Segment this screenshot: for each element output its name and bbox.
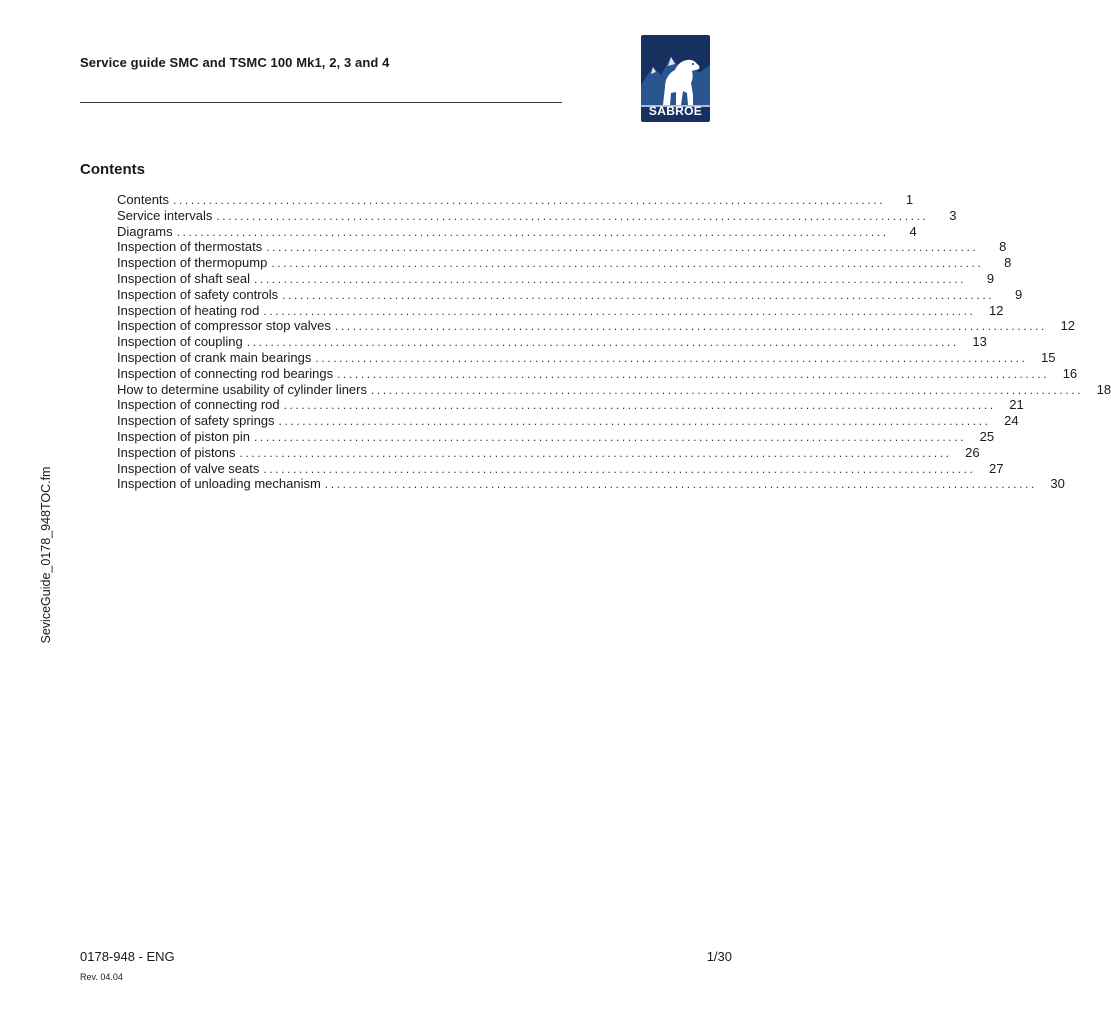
- toc-entry[interactable]: [117, 239, 1007, 255]
- toc-entry[interactable]: [117, 476, 1065, 492]
- toc-entry-label: Inspection of piston pin: [117, 428, 250, 444]
- toc-leader-dots: ........................................................................................................................: [246, 335, 959, 350]
- toc-entry-label: Inspection of pistons: [117, 444, 236, 460]
- toc-entry-label: Inspection of heating rod: [117, 302, 260, 318]
- toc-leader-dots: ........................................................................................................................: [263, 303, 976, 318]
- toc-entry-label: Service intervals: [117, 207, 213, 223]
- toc-leader-dots: ........................................................................................................................: [334, 319, 1047, 334]
- toc-entry[interactable]: [117, 302, 1004, 319]
- toc-leader-dots: ........................................................................................................................: [315, 350, 1028, 365]
- source-filename: SeviceGuide_0178_948TOC.fm: [39, 466, 53, 644]
- document-title: Service guide SMC and TSMC 100 Mk1, 2, 3 and 4: [80, 55, 390, 70]
- toc-entry-page: 8: [1004, 255, 1012, 271]
- toc-entry-page: 1: [905, 192, 914, 207]
- toc-leader-dots: ........................................................................................................................: [324, 477, 1037, 492]
- toc-entry[interactable]: [117, 334, 987, 350]
- toc-leader-dots: ........................................................................................................................: [263, 461, 976, 476]
- toc-entry-page: 27: [988, 460, 1004, 476]
- revision-label: Rev. 04.04: [80, 972, 123, 982]
- toc-entry[interactable]: [117, 460, 1004, 477]
- toc-entry-label: Inspection of connecting rod: [117, 397, 280, 413]
- toc-entry-label: Inspection of valve seats: [117, 460, 260, 476]
- toc-leader-dots: ........................................................................................................................: [337, 366, 1050, 381]
- toc-leader-dots: ........................................................................................................................: [176, 224, 889, 239]
- toc-leader-dots: ........................................................................................................................: [266, 240, 979, 255]
- toc-entry[interactable]: [117, 270, 995, 287]
- toc-entry-page: 9: [1015, 286, 1023, 302]
- toc-entry-page: 18: [1096, 381, 1111, 397]
- toc-leader-dots: ........................................................................................................................: [271, 256, 984, 271]
- toc-entry-label: Inspection of connecting rod bearings: [117, 365, 334, 381]
- toc-entry[interactable]: [117, 413, 1019, 429]
- toc-leader-dots: ........................................................................................................................: [282, 287, 995, 302]
- page-number: 1/30: [706, 949, 732, 964]
- logo-wordmark: SABROE: [648, 104, 703, 118]
- toc-entry-page: 12: [1060, 318, 1075, 334]
- toc-entry[interactable]: [117, 428, 995, 445]
- toc-entry-label: Contents: [117, 192, 170, 207]
- toc-entry[interactable]: [117, 286, 1023, 303]
- toc-entry-page: 12: [989, 302, 1004, 318]
- toc-entry[interactable]: [117, 365, 1078, 382]
- header-divider: [80, 102, 562, 103]
- toc-entry[interactable]: [117, 207, 957, 224]
- sabroe-logo: [641, 35, 710, 122]
- toc-entry[interactable]: [117, 255, 1012, 271]
- toc-entry-label: Inspection of unloading mechanism: [117, 476, 321, 492]
- toc-entry-label: Inspection of compressor stop valves: [117, 318, 331, 334]
- toc-entry-page: 9: [986, 270, 995, 286]
- toc-entry-page: 21: [1009, 397, 1024, 413]
- toc-leader-dots: ........................................................................................................................: [173, 193, 886, 207]
- toc-entry[interactable]: [117, 223, 917, 240]
- toc-leader-dots: ........................................................................................................................: [278, 414, 991, 429]
- toc-entry-label: Inspection of crank main bearings: [117, 349, 312, 365]
- toc-entry-label: Inspection of thermopump: [117, 255, 268, 271]
- toc-entry[interactable]: [117, 381, 1111, 398]
- toc-entry[interactable]: [117, 318, 1075, 334]
- toc-entry-label: Inspection of shaft seal: [117, 270, 250, 286]
- toc-entry-label: Inspection of safety controls: [117, 286, 279, 302]
- toc-entry-page: 30: [1050, 476, 1065, 492]
- document-number: 0178-948 - ENG: [80, 949, 175, 964]
- toc-leader-dots: ........................................................................................................................: [283, 398, 996, 413]
- toc-leader-dots: ........................................................................................................................: [216, 208, 929, 223]
- toc-entry-page: 26: [965, 444, 980, 460]
- toc-entry-page: 4: [909, 223, 917, 239]
- toc-leader-dots: ........................................................................................................................: [239, 445, 952, 460]
- toc-entry-label: Diagrams: [117, 223, 173, 239]
- toc-entry-page: 8: [999, 239, 1007, 255]
- toc-entry-page: 3: [949, 207, 957, 223]
- toc-entry[interactable]: [117, 397, 1024, 413]
- toc-leader-dots: ........................................................................................................................: [253, 429, 967, 444]
- toc-entry[interactable]: [117, 192, 914, 208]
- toc-leader-dots: ........................................................................................................................: [371, 382, 1084, 397]
- toc-entry-page: 24: [1004, 413, 1019, 429]
- toc-entry-page: 25: [979, 428, 995, 444]
- toc-entry-page: 13: [972, 334, 987, 350]
- toc-entry-page: 15: [1041, 349, 1056, 365]
- contents-heading: Contents: [80, 161, 145, 178]
- toc-leader-dots: ........................................................................................................................: [253, 271, 967, 286]
- toc-entry[interactable]: [117, 349, 1056, 366]
- table-of-contents: [117, 192, 1111, 492]
- toc-entry-page: 16: [1062, 365, 1078, 381]
- toc-entry-label: How to determine usability of cylinder liners: [117, 381, 367, 397]
- toc-entry[interactable]: [117, 444, 980, 461]
- toc-entry-label: Inspection of coupling: [117, 334, 243, 350]
- toc-entry-label: Inspection of thermostats: [117, 239, 263, 255]
- toc-entry-label: Inspection of safety springs: [117, 413, 275, 429]
